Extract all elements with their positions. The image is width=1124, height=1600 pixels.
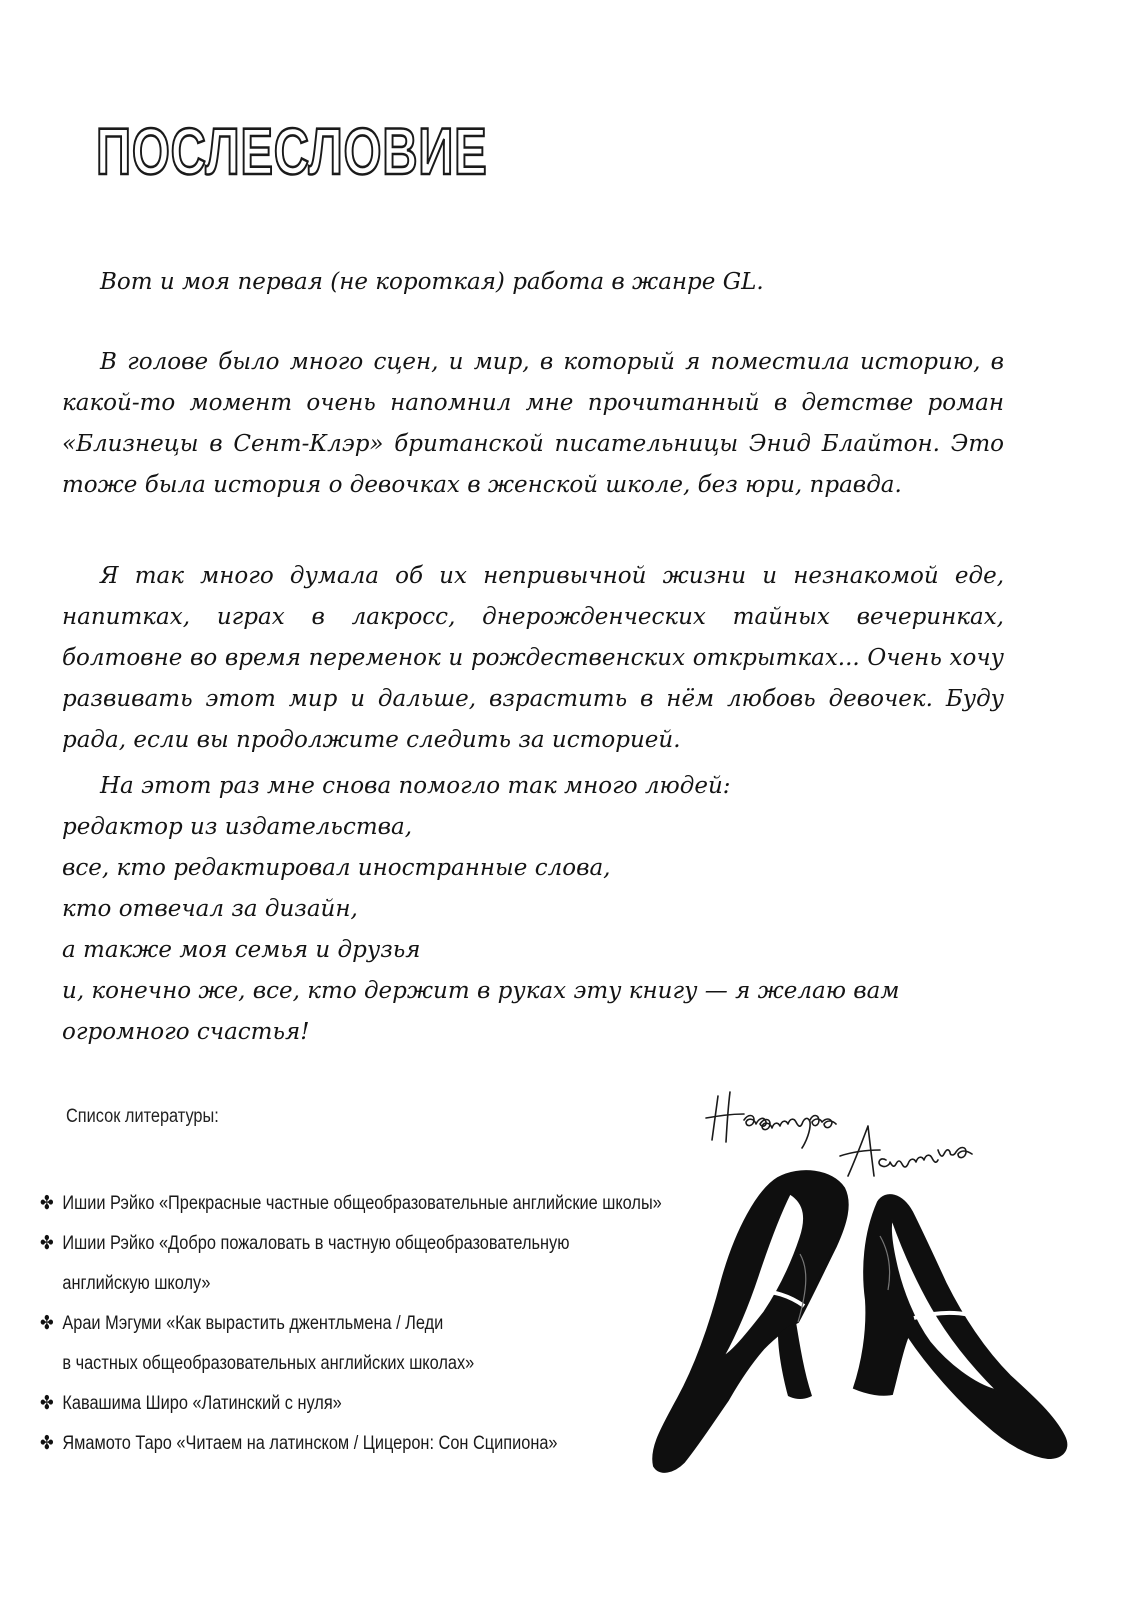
acknowledgements-line: редактор из издательства,	[62, 814, 413, 840]
clover-icon: ✤	[40, 1313, 54, 1334]
left-shoe	[653, 1171, 847, 1472]
reference-item	[40, 1224, 694, 1304]
clover-icon: ✤	[40, 1193, 54, 1214]
acknowledgements-line: На этот раз мне снова помогло так много людей:	[100, 773, 731, 799]
references-title: Список литературы:	[66, 1106, 219, 1127]
paragraph-inspiration: В голове было много сцен, и мир, в который я поместила историю, в какой-то момент очень напомнил мне прочитанный в детстве роман «Близнецы в Сент-Клэр» британской писательницы Энид Блайтон. Это тоже была история о девочках в женской школе, без юри, правда.	[62, 349, 1004, 498]
reference-text-continued: английскую школу»	[62, 1273, 211, 1294]
reference-text-continued: в частных общеобразовательных английских школах»	[62, 1353, 475, 1374]
acknowledgements-line: и, конечно же, все, кто держит в руках эту книгу — я желаю вам	[62, 978, 900, 1004]
acknowledgements-line: а также моя семья и друзья	[62, 937, 421, 963]
reference-item	[40, 1384, 694, 1424]
acknowledgements-line: огромного счастья!	[62, 1019, 310, 1045]
paragraph-intro: Вот и моя первая (не короткая) работа в жанре GL.	[100, 269, 764, 295]
clover-icon: ✤	[40, 1233, 54, 1254]
right-shoe	[854, 1195, 1066, 1458]
clover-icon: ✤	[40, 1393, 54, 1414]
acknowledgements-line: все, кто редактировал иностранные слова,	[62, 855, 611, 881]
acknowledgements	[62, 766, 962, 1053]
page-title: ПОСЛЕСЛОВИЕ	[96, 114, 488, 188]
reference-item	[40, 1304, 694, 1384]
clover-icon: ✤	[40, 1433, 54, 1454]
reference-item	[40, 1184, 694, 1224]
reference-item	[40, 1424, 694, 1464]
acknowledgements-line: кто отвечал за дизайн,	[62, 896, 358, 922]
reference-text: Кавашима Широ «Латинский с нуля»	[62, 1393, 342, 1414]
reference-text: Ишии Рэйко «Прекрасные частные общеобразовательные английские школы»	[62, 1193, 662, 1214]
reference-text: Ямамото Таро «Читаем на латинском / Цицерон: Сон Сципиона»	[62, 1433, 558, 1454]
shoes-illustration	[640, 1150, 1080, 1590]
reference-text: Араи Мэгуми «Как вырастить джентльмена / Леди	[62, 1313, 444, 1334]
shoes-drawing	[640, 1150, 1080, 1590]
paragraph-world: Я так много думала об их непривычной жизни и незнакомой еде, напитках, играх в лакросс, днерожденческих тайных вечеринках, болтовне во время переменок и рождественских открытках... Очень хочу развивать этот мир и дальше, взрастить в нём любовь девочек. Буду рада, если вы продолжите следить за историей.	[62, 563, 1004, 753]
reference-text: Ишии Рэйко «Добро пожаловать в частную общеобразовательную	[62, 1233, 570, 1254]
